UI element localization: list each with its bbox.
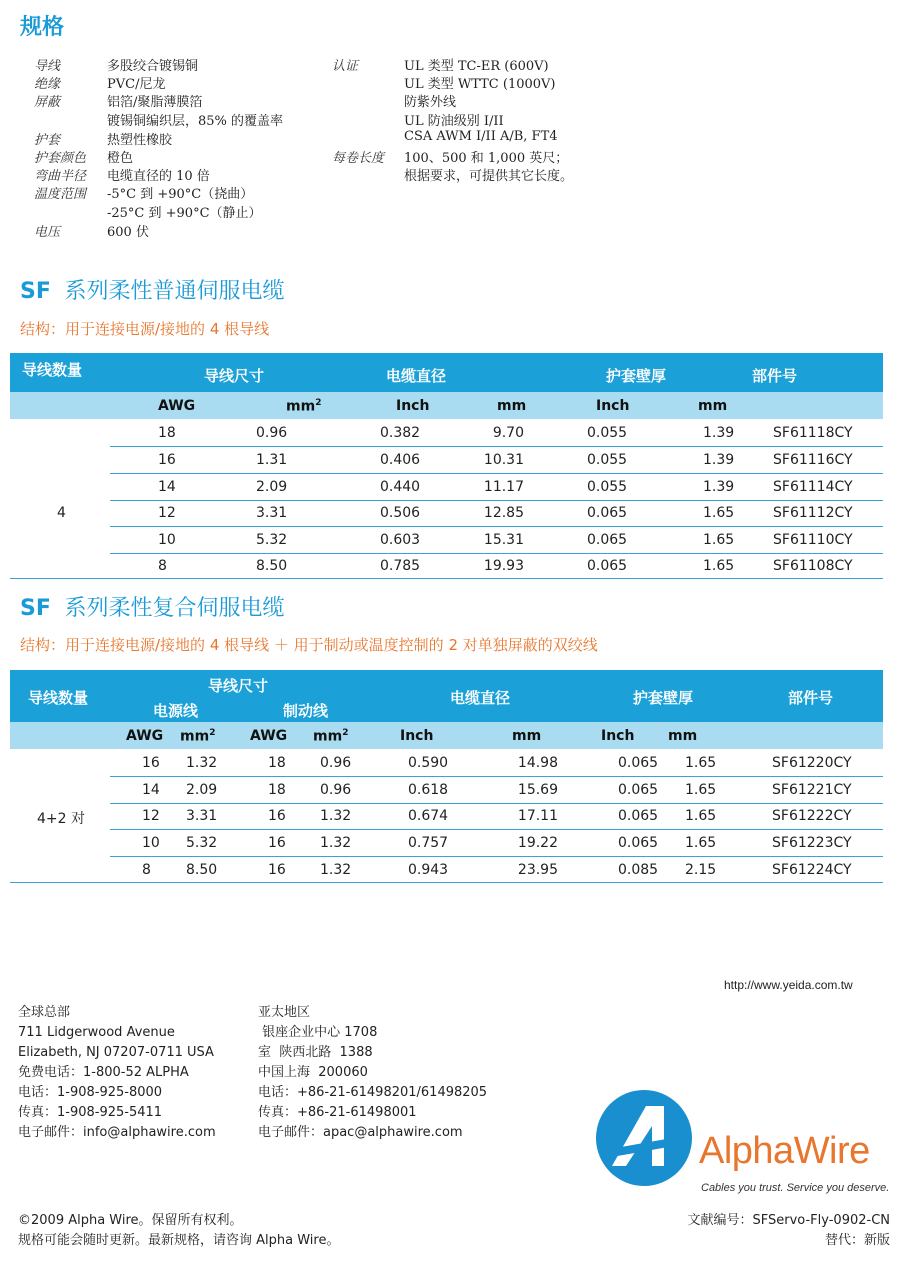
cell-d-mm: 19.22 — [517, 835, 558, 851]
cell-b-awg: 18 — [268, 755, 286, 771]
sub-mm2 — [286, 398, 321, 415]
cell-part: SF61222CY — [772, 808, 852, 824]
spec-value: 600 伏 — [107, 225, 149, 240]
spec-label: 弯曲半径 — [34, 169, 87, 184]
cell-b-mm2: 0.96 — [320, 782, 352, 798]
cell-b-mm2: 0.96 — [320, 755, 352, 771]
header-size: 导线尺寸 — [204, 367, 265, 385]
footer-docinfo — [688, 1211, 891, 1251]
cell-j-mm: 1.65 — [685, 755, 717, 771]
spec-value: UL 类型 TC-ER (600V) — [404, 59, 549, 74]
sub-mm2 — [180, 728, 215, 745]
cell-part: SF61114CY — [773, 479, 853, 495]
header-size: 导线尺寸 — [208, 677, 269, 695]
cell-j-mm: 1.39 — [703, 479, 735, 495]
cell-d-mm: 9.70 — [492, 425, 524, 441]
table-row — [110, 500, 883, 527]
cell-d-in: 0.618 — [408, 782, 449, 798]
cell-d-in: 0.674 — [408, 808, 449, 824]
cell-j-in: 0.065 — [618, 808, 659, 824]
cell-d-mm: 15.31 — [483, 532, 524, 548]
sub-mm: mm — [668, 728, 698, 744]
header-count: 导线数量 — [22, 361, 83, 379]
cell-d-mm: 11.17 — [483, 479, 524, 495]
spec-value: 橙色 — [107, 151, 134, 166]
cell-awg: 10 — [158, 532, 176, 548]
cell-j-mm: 1.39 — [703, 425, 735, 441]
header-power: 电源线 — [153, 702, 199, 720]
spec-label: 绝缘 — [34, 77, 61, 92]
hq-line: 电话：1-908-925-8000 — [18, 1085, 163, 1100]
spec-label: 认证 — [332, 59, 359, 74]
sub-mm2-sup: 2 — [342, 728, 349, 738]
spec-value: 铝箔/聚脂薄膜箔 — [107, 95, 203, 110]
cell-awg: 8 — [158, 558, 167, 574]
cell-b-awg: 16 — [268, 808, 286, 824]
cell-mm2: 8.50 — [256, 558, 288, 574]
sub-mm2-text: mm — [313, 728, 343, 745]
copyright: ©2009 Alpha Wire。保留所有权利。 — [18, 1213, 243, 1228]
cell-j-in: 0.065 — [618, 835, 659, 851]
cell-b-mm2: 1.32 — [320, 835, 352, 851]
footer-apac — [258, 1003, 487, 1143]
hq-line: 免费电话：1-800-52 ALPHA — [18, 1065, 189, 1080]
hq-line: Elizabeth, NJ 07207-0711 USA — [18, 1045, 214, 1060]
section2-title-text: 系列柔性复合伺服电缆 — [64, 596, 285, 621]
cell-awg: 12 — [158, 505, 176, 521]
spec-value: 防紫外线 — [404, 95, 457, 110]
apac-email[interactable]: 电子邮件：apac@alphawire.com — [258, 1125, 463, 1140]
spec-value: 100、500 和 1,000 英尺； — [404, 151, 569, 166]
sub-awg: AWG — [158, 398, 196, 414]
cell-d-in: 0.590 — [408, 755, 449, 771]
spec-label: 电压 — [34, 225, 61, 240]
cell-d-in: 0.943 — [408, 862, 449, 878]
section2-structure: 结构：用于连接电源/接地的 4 根导线 ＋ 用于制动或温度控制的 2 对单独屏蔽的双绞线 — [20, 636, 598, 654]
cell-part: SF61110CY — [773, 532, 853, 548]
cell-j-mm: 1.39 — [703, 452, 735, 468]
cell-d-in: 0.406 — [380, 452, 421, 468]
cell-d-in: 0.382 — [380, 425, 421, 441]
cell-b-awg: 16 — [268, 862, 286, 878]
logo-wordmark: AlphaWire — [699, 1130, 870, 1172]
table1-subheader — [10, 392, 883, 419]
cell-j-mm: 2.15 — [685, 862, 717, 878]
spec-label: 屏蔽 — [34, 95, 61, 110]
cell-j-in: 0.065 — [618, 782, 659, 798]
footer-legal — [18, 1211, 339, 1251]
header-diameter: 电缆直径 — [386, 367, 447, 385]
apac-line: 传真：+86-21-61498001 — [258, 1105, 417, 1120]
cell-p-mm2: 1.32 — [186, 755, 218, 771]
cell-p-awg: 12 — [142, 808, 160, 824]
cell-d-mm: 14.98 — [517, 755, 558, 771]
hq-line: 全球总部 — [18, 1005, 71, 1020]
cell-d-mm: 17.11 — [517, 808, 558, 824]
cell-j-mm: 1.65 — [685, 835, 717, 851]
table2-subheader — [10, 722, 883, 749]
spec-value: UL 防油级别 I/II — [404, 114, 504, 129]
doc-number: 文献编号：SFServo-Fly-0902-CN — [687, 1213, 890, 1228]
cell-mm2: 2.09 — [256, 479, 288, 495]
cell-part: SF61118CY — [773, 425, 853, 441]
sub-mm: mm — [698, 398, 728, 414]
cell-b-mm2: 1.32 — [320, 808, 352, 824]
cell-part: SF61223CY — [772, 835, 852, 851]
cell-j-in: 0.085 — [618, 862, 659, 878]
sub-mm: mm — [512, 728, 542, 744]
spec-value: -5°C 到 +90°C（挠曲） — [107, 187, 254, 202]
cell-d-in: 0.603 — [380, 532, 421, 548]
cell-j-in: 0.065 — [587, 532, 628, 548]
section2-title-prefix: SF — [20, 596, 51, 621]
apac-line: 电话：+86-21-61498201/61498205 — [258, 1085, 488, 1100]
header-brake: 制动线 — [283, 702, 329, 720]
cell-mm2: 1.31 — [256, 452, 288, 468]
cell-d-mm: 12.85 — [483, 505, 524, 521]
cell-d-mm: 15.69 — [517, 782, 558, 798]
spec-value: 电缆直径的 10 倍 — [107, 169, 210, 184]
cell-b-awg: 16 — [268, 835, 286, 851]
header-part: 部件号 — [752, 367, 798, 385]
cell-p-awg: 10 — [142, 835, 160, 851]
cell-p-mm2: 5.32 — [186, 835, 218, 851]
apac-line: 银座企业中心 1708 — [258, 1025, 378, 1040]
cell-d-mm: 23.95 — [517, 862, 558, 878]
cell-part: SF61220CY — [772, 755, 852, 771]
apac-line: 中国上海 200060 — [258, 1065, 368, 1080]
table-row — [110, 553, 883, 579]
sub-mm: mm — [497, 398, 527, 414]
cell-awg: 18 — [158, 425, 176, 441]
table1-header — [10, 353, 883, 392]
spec-value: 热塑性橡胶 — [107, 133, 173, 148]
header-jacket: 护套壁厚 — [606, 367, 667, 385]
cell-j-mm: 1.65 — [703, 558, 735, 574]
logo-tagline: Cables you trust. Service you deserve. — [701, 1182, 890, 1194]
spec-value: PVC/尼龙 — [107, 77, 166, 92]
cell-j-mm: 1.65 — [685, 782, 717, 798]
replaces: 替代：新版 — [824, 1233, 890, 1248]
sub-mm2-text: mm — [286, 398, 316, 415]
cell-mm2: 0.96 — [256, 425, 288, 441]
cell-d-in: 0.440 — [380, 479, 421, 495]
table1-count: 4 — [57, 505, 66, 521]
spec-label: 护套颜色 — [34, 151, 87, 166]
table1-bottom-rule — [10, 578, 883, 579]
cell-j-in: 0.055 — [587, 425, 628, 441]
cell-p-mm2: 8.50 — [186, 862, 218, 878]
spec-label: 温度范围 — [34, 187, 87, 202]
section2-title — [20, 591, 285, 622]
apac-line: 亚太地区 — [258, 1005, 311, 1020]
spec-value: 根据要求，可提供其它长度。 — [404, 169, 574, 184]
sub-mm2-sup: 2 — [315, 398, 322, 408]
sub-inch: Inch — [601, 728, 635, 744]
sub-mm2 — [313, 728, 348, 745]
hq-line: 传真：1-908-925-5411 — [18, 1105, 163, 1120]
cell-part: SF61112CY — [773, 505, 853, 521]
cell-d-in: 0.757 — [408, 835, 449, 851]
spec-value: CSA AWM I/II A/B, FT4 — [404, 129, 558, 144]
spec-label: 护套 — [34, 133, 61, 148]
table-row — [110, 447, 883, 474]
hq-line: 711 Lidgerwood Avenue — [18, 1025, 175, 1040]
table-row — [110, 474, 883, 501]
cell-part: SF61116CY — [773, 452, 853, 468]
spec-value: 多股绞合镀锡铜 — [107, 59, 199, 74]
cell-j-mm: 1.65 — [685, 808, 717, 824]
header-diameter: 电缆直径 — [450, 689, 511, 707]
cell-j-in: 0.065 — [587, 505, 628, 521]
table-row — [110, 750, 883, 777]
cell-mm2: 3.31 — [256, 505, 288, 521]
cell-p-mm2: 2.09 — [186, 782, 218, 798]
cell-j-in: 0.065 — [587, 558, 628, 574]
header-jacket: 护套壁厚 — [633, 689, 694, 707]
table-row — [110, 803, 883, 830]
sub-awg: AWG — [250, 728, 288, 744]
cell-awg: 16 — [158, 452, 176, 468]
section1-title-prefix: SF — [20, 279, 51, 304]
cell-b-awg: 18 — [268, 782, 286, 798]
sub-mm2-sup: 2 — [209, 728, 216, 738]
footer-hq — [18, 1003, 216, 1143]
spec-value: -25°C 到 +90°C（静止） — [107, 206, 262, 221]
cell-part: SF61224CY — [772, 862, 852, 878]
sub-inch: Inch — [596, 398, 630, 414]
cell-d-mm: 10.31 — [483, 452, 524, 468]
sub-mm2-text: mm — [180, 728, 210, 745]
cell-part: SF61108CY — [773, 558, 853, 574]
cell-d-in: 0.506 — [380, 505, 421, 521]
table-row — [110, 527, 883, 554]
cell-j-in: 0.055 — [587, 452, 628, 468]
table2-header — [10, 670, 883, 722]
apac-line: 室 陕西北路 1388 — [258, 1045, 373, 1060]
sub-inch: Inch — [396, 398, 430, 414]
section1-title — [20, 274, 285, 305]
cell-j-mm: 1.65 — [703, 505, 735, 521]
cell-j-in: 0.055 — [587, 479, 628, 495]
cell-d-mm: 19.93 — [483, 558, 524, 574]
table-row — [110, 420, 883, 447]
spec-label: 每卷长度 — [332, 151, 385, 166]
section1-title-text: 系列柔性普通伺服电缆 — [64, 279, 285, 304]
section1-structure: 结构：用于连接电源/接地的 4 根导线 — [20, 320, 270, 338]
cell-p-awg: 8 — [142, 862, 151, 878]
cell-mm2: 5.32 — [256, 532, 288, 548]
cell-j-in: 0.065 — [618, 755, 659, 771]
cell-p-awg: 16 — [142, 755, 160, 771]
table2-count: 4+2 对 — [37, 811, 85, 827]
hq-email[interactable]: 电子邮件：info@alphawire.com — [18, 1125, 216, 1140]
spec-label: 导线 — [34, 59, 61, 74]
table-row — [110, 857, 883, 883]
cell-b-mm2: 1.32 — [320, 862, 352, 878]
footer-url[interactable]: http://www.yeida.com.tw — [724, 978, 853, 992]
cell-d-in: 0.785 — [380, 558, 421, 574]
specs-title: 规格 — [20, 15, 65, 40]
spec-value: 镀锡铜编织层，85% 的覆盖率 — [107, 114, 284, 129]
notice: 规格可能会随时更新。最新规格，请咨询 Alpha Wire。 — [18, 1233, 340, 1248]
cell-p-mm2: 3.31 — [186, 808, 218, 824]
cell-awg: 14 — [158, 479, 176, 495]
cell-j-mm: 1.65 — [703, 532, 735, 548]
spec-value: UL 类型 WTTC (1000V) — [404, 77, 556, 92]
header-count: 导线数量 — [28, 689, 89, 707]
cell-p-awg: 14 — [142, 782, 160, 798]
sub-inch: Inch — [400, 728, 434, 744]
table-row — [110, 830, 883, 857]
cell-part: SF61221CY — [772, 782, 852, 798]
sub-awg: AWG — [126, 728, 164, 744]
table-row — [110, 777, 883, 804]
header-part: 部件号 — [788, 689, 834, 707]
alphawire-logo-icon — [594, 1088, 694, 1188]
table2-bottom-rule — [10, 882, 883, 883]
